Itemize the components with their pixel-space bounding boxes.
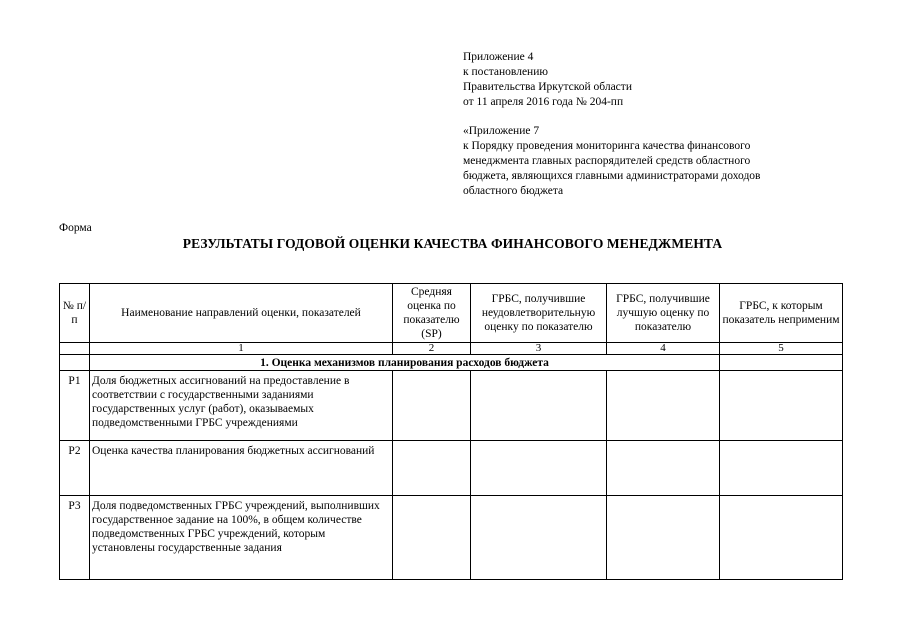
column-number: 3 xyxy=(471,343,607,355)
row-description: Доля бюджетных ассигнований на предоставление в соответствии с государственными заданиями государственных услуг (работ), оказываемых подведомственными ГРБС учреждениями xyxy=(90,371,393,441)
annex-line: Приложение 4 xyxy=(463,51,534,63)
value-cell xyxy=(471,441,607,496)
column-number-empty xyxy=(60,343,90,355)
row-code: P3 xyxy=(60,496,90,580)
column-number: 5 xyxy=(720,343,843,355)
row-code: P2 xyxy=(60,441,90,496)
header-name: Наименование направлений оценки, показателей xyxy=(90,284,393,343)
annex-line: областного бюджета xyxy=(463,185,564,197)
value-cell xyxy=(393,496,471,580)
header-not-applicable: ГРБС, к которым показатель неприменим xyxy=(720,284,843,343)
header-best: ГРБС, получившие лучшую оценку по показателю xyxy=(607,284,720,343)
table-header-row xyxy=(60,284,843,343)
value-cell xyxy=(720,441,843,496)
row-description: Оценка качества планирования бюджетных ассигнований xyxy=(90,441,393,496)
annex-line: бюджета, являющихся главными администраторами доходов xyxy=(463,170,761,182)
header-average-score: Средняя оценка по показателю (SP) xyxy=(393,284,471,343)
annex-line: к постановлению xyxy=(463,66,548,78)
value-cell xyxy=(471,371,607,441)
value-cell xyxy=(720,371,843,441)
value-cell xyxy=(471,496,607,580)
value-cell xyxy=(720,496,843,580)
results-table xyxy=(59,283,843,580)
header-number: № п/п xyxy=(60,284,90,343)
table-row xyxy=(60,371,843,441)
row-code: P1 xyxy=(60,371,90,441)
section-empty-cell xyxy=(720,355,843,371)
section-row xyxy=(60,355,843,371)
annex-gap xyxy=(463,110,823,124)
column-number: 1 xyxy=(90,343,393,355)
value-cell xyxy=(607,371,720,441)
section-title: 1. Оценка механизмов планирования расходов бюджета xyxy=(90,355,720,371)
value-cell xyxy=(607,441,720,496)
section-empty-cell xyxy=(60,355,90,371)
header-unsatisfactory: ГРБС, получившие неудовлетворительную оценку по показателю xyxy=(471,284,607,343)
annex-line: «Приложение 7 xyxy=(463,125,540,137)
form-label: Форма xyxy=(59,222,92,234)
annex-block xyxy=(463,50,823,199)
annex-line: от 11 апреля 2016 года № 204-пп xyxy=(463,96,624,108)
annex-line: менеджмента главных распорядителей средств областного xyxy=(463,155,751,167)
column-number: 2 xyxy=(393,343,471,355)
annex-line: Правительства Иркутской области xyxy=(463,81,632,93)
table-row xyxy=(60,496,843,580)
table-row xyxy=(60,441,843,496)
value-cell xyxy=(393,371,471,441)
column-number: 4 xyxy=(607,343,720,355)
row-description: Доля подведомственных ГРБС учреждений, выполнивших государственное задание на 100%, в общем количестве подведомственных ГРБС учреждений, которым установлены государственные задания xyxy=(90,496,393,580)
document-title: РЕЗУЛЬТАТЫ ГОДОВОЙ ОЦЕНКИ КАЧЕСТВА ФИНАНСОВОГО МЕНЕДЖМЕНТА xyxy=(182,236,723,251)
value-cell xyxy=(393,441,471,496)
column-numbers-row xyxy=(60,343,843,355)
value-cell xyxy=(607,496,720,580)
annex-line: к Порядку проведения мониторинга качества финансового xyxy=(463,140,751,152)
